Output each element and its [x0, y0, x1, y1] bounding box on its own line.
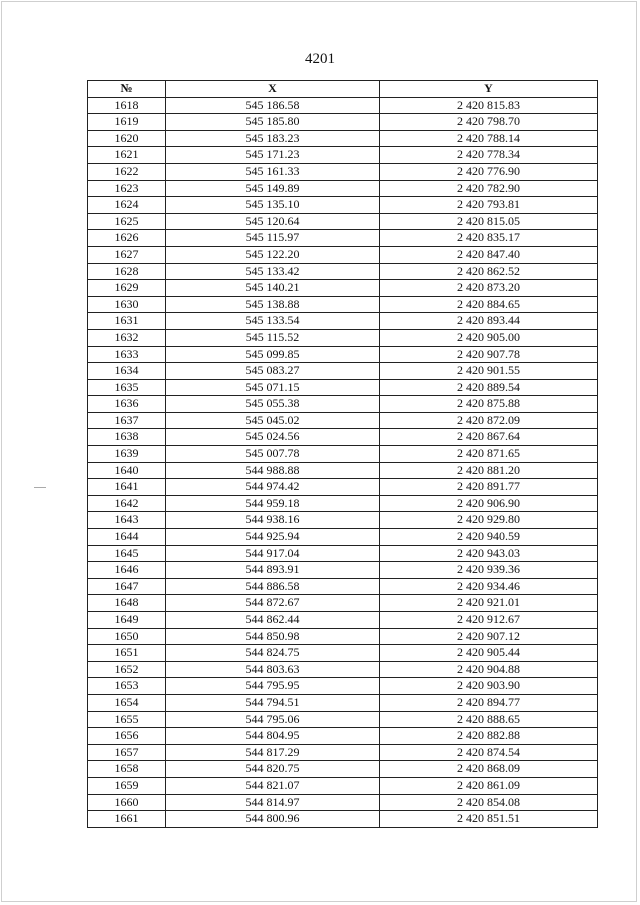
- table-header-row: [88, 81, 598, 98]
- table-body: [88, 97, 598, 827]
- table-row: [88, 263, 598, 280]
- y-coordinate-cell: 2 420 854.08: [380, 794, 598, 811]
- table-row: [88, 578, 598, 595]
- y-coordinate-cell: 2 420 888.65: [380, 711, 598, 728]
- x-coordinate-cell: 545 071.15: [166, 379, 380, 396]
- point-number-cell: 1637: [88, 412, 166, 429]
- x-coordinate-cell: 544 817.29: [166, 744, 380, 761]
- x-coordinate-cell: 544 795.06: [166, 711, 380, 728]
- x-coordinate-cell: 545 135.10: [166, 197, 380, 214]
- table-row: [88, 794, 598, 811]
- y-coordinate-cell: 2 420 907.12: [380, 628, 598, 645]
- point-number-cell: 1618: [88, 97, 166, 114]
- x-coordinate-cell: 544 917.04: [166, 545, 380, 562]
- point-number-cell: 1633: [88, 346, 166, 363]
- table-row: [88, 197, 598, 214]
- point-number-cell: 1621: [88, 147, 166, 164]
- table-row: [88, 329, 598, 346]
- y-coordinate-cell: 2 420 921.01: [380, 595, 598, 612]
- table-row: [88, 595, 598, 612]
- point-number-cell: 1638: [88, 429, 166, 446]
- y-coordinate-cell: 2 420 778.34: [380, 147, 598, 164]
- point-number-cell: 1622: [88, 163, 166, 180]
- table-row: [88, 744, 598, 761]
- y-coordinate-cell: 2 420 862.52: [380, 263, 598, 280]
- point-number-cell: 1641: [88, 479, 166, 496]
- table-row: [88, 97, 598, 114]
- table-row: [88, 612, 598, 629]
- point-number-cell: 1626: [88, 230, 166, 247]
- point-number-cell: 1620: [88, 130, 166, 147]
- point-number-cell: 1645: [88, 545, 166, 562]
- y-coordinate-cell: 2 420 939.36: [380, 562, 598, 579]
- y-coordinate-cell: 2 420 881.20: [380, 462, 598, 479]
- x-coordinate-cell: 545 115.52: [166, 329, 380, 346]
- point-number-cell: 1649: [88, 612, 166, 629]
- point-number-cell: 1624: [88, 197, 166, 214]
- point-number-cell: 1647: [88, 578, 166, 595]
- y-coordinate-cell: 2 420 934.46: [380, 578, 598, 595]
- point-number-cell: 1658: [88, 761, 166, 778]
- y-coordinate-cell: 2 420 875.88: [380, 396, 598, 413]
- x-coordinate-cell: 545 133.42: [166, 263, 380, 280]
- table-row: [88, 645, 598, 662]
- x-coordinate-cell: 544 959.18: [166, 495, 380, 512]
- y-coordinate-cell: 2 420 903.90: [380, 678, 598, 695]
- table-row: [88, 296, 598, 313]
- y-coordinate-cell: 2 420 851.51: [380, 811, 598, 828]
- table-row: [88, 379, 598, 396]
- table-row: [88, 446, 598, 463]
- y-coordinate-cell: 2 420 905.00: [380, 329, 598, 346]
- point-number-cell: 1646: [88, 562, 166, 579]
- table-row: [88, 396, 598, 413]
- x-coordinate-cell: 544 974.42: [166, 479, 380, 496]
- y-coordinate-cell: 2 420 872.09: [380, 412, 598, 429]
- x-coordinate-cell: 544 925.94: [166, 529, 380, 546]
- x-coordinate-cell: 544 988.88: [166, 462, 380, 479]
- x-coordinate-cell: 544 803.63: [166, 661, 380, 678]
- x-coordinate-cell: 545 099.85: [166, 346, 380, 363]
- y-coordinate-cell: 2 420 782.90: [380, 180, 598, 197]
- x-coordinate-cell: 545 120.64: [166, 213, 380, 230]
- header-number: №: [88, 81, 166, 98]
- x-coordinate-cell: 544 886.58: [166, 578, 380, 595]
- margin-mark: [34, 487, 46, 488]
- table-row: [88, 363, 598, 380]
- y-coordinate-cell: 2 420 904.88: [380, 661, 598, 678]
- x-coordinate-cell: 544 804.95: [166, 728, 380, 745]
- point-number-cell: 1631: [88, 313, 166, 330]
- point-number-cell: 1634: [88, 363, 166, 380]
- table-row: [88, 230, 598, 247]
- y-coordinate-cell: 2 420 943.03: [380, 545, 598, 562]
- y-coordinate-cell: 2 420 867.64: [380, 429, 598, 446]
- point-number-cell: 1628: [88, 263, 166, 280]
- table-row: [88, 114, 598, 131]
- point-number-cell: 1644: [88, 529, 166, 546]
- y-coordinate-cell: 2 420 884.65: [380, 296, 598, 313]
- header-y: Y: [380, 81, 598, 98]
- x-coordinate-cell: 545 183.23: [166, 130, 380, 147]
- y-coordinate-cell: 2 420 847.40: [380, 246, 598, 263]
- y-coordinate-cell: 2 420 815.05: [380, 213, 598, 230]
- x-coordinate-cell: 544 814.97: [166, 794, 380, 811]
- x-coordinate-cell: 544 800.96: [166, 811, 380, 828]
- table-row: [88, 678, 598, 695]
- y-coordinate-cell: 2 420 905.44: [380, 645, 598, 662]
- coordinates-table: [87, 80, 598, 828]
- point-number-cell: 1635: [88, 379, 166, 396]
- y-coordinate-cell: 2 420 873.20: [380, 280, 598, 297]
- y-coordinate-cell: 2 420 868.09: [380, 761, 598, 778]
- y-coordinate-cell: 2 420 835.17: [380, 230, 598, 247]
- table-row: [88, 694, 598, 711]
- point-number-cell: 1660: [88, 794, 166, 811]
- x-coordinate-cell: 545 083.27: [166, 363, 380, 380]
- x-coordinate-cell: 545 161.33: [166, 163, 380, 180]
- table-row: [88, 811, 598, 828]
- y-coordinate-cell: 2 420 891.77: [380, 479, 598, 496]
- table-row: [88, 346, 598, 363]
- header-x: X: [166, 81, 380, 98]
- y-coordinate-cell: 2 420 874.54: [380, 744, 598, 761]
- y-coordinate-cell: 2 420 793.81: [380, 197, 598, 214]
- y-coordinate-cell: 2 420 889.54: [380, 379, 598, 396]
- table-row: [88, 246, 598, 263]
- point-number-cell: 1648: [88, 595, 166, 612]
- y-coordinate-cell: 2 420 901.55: [380, 363, 598, 380]
- y-coordinate-cell: 2 420 815.83: [380, 97, 598, 114]
- x-coordinate-cell: 544 938.16: [166, 512, 380, 529]
- point-number-cell: 1639: [88, 446, 166, 463]
- x-coordinate-cell: 545 024.56: [166, 429, 380, 446]
- table-row: [88, 462, 598, 479]
- point-number-cell: 1659: [88, 777, 166, 794]
- table-row: [88, 180, 598, 197]
- y-coordinate-cell: 2 420 776.90: [380, 163, 598, 180]
- x-coordinate-cell: 544 820.75: [166, 761, 380, 778]
- x-coordinate-cell: 545 185.80: [166, 114, 380, 131]
- table-row: [88, 495, 598, 512]
- point-number-cell: 1627: [88, 246, 166, 263]
- table-row: [88, 213, 598, 230]
- point-number-cell: 1661: [88, 811, 166, 828]
- y-coordinate-cell: 2 420 940.59: [380, 529, 598, 546]
- point-number-cell: 1630: [88, 296, 166, 313]
- x-coordinate-cell: 545 045.02: [166, 412, 380, 429]
- x-coordinate-cell: 544 862.44: [166, 612, 380, 629]
- y-coordinate-cell: 2 420 893.44: [380, 313, 598, 330]
- point-number-cell: 1629: [88, 280, 166, 297]
- point-number-cell: 1656: [88, 728, 166, 745]
- x-coordinate-cell: 545 055.38: [166, 396, 380, 413]
- table-row: [88, 280, 598, 297]
- table-row: [88, 628, 598, 645]
- y-coordinate-cell: 2 420 912.67: [380, 612, 598, 629]
- x-coordinate-cell: 544 794.51: [166, 694, 380, 711]
- table-row: [88, 661, 598, 678]
- point-number-cell: 1640: [88, 462, 166, 479]
- point-number-cell: 1650: [88, 628, 166, 645]
- table-row: [88, 429, 598, 446]
- table-row: [88, 545, 598, 562]
- y-coordinate-cell: 2 420 894.77: [380, 694, 598, 711]
- point-number-cell: 1623: [88, 180, 166, 197]
- table-row: [88, 147, 598, 164]
- table-row: [88, 777, 598, 794]
- point-number-cell: 1651: [88, 645, 166, 662]
- y-coordinate-cell: 2 420 861.09: [380, 777, 598, 794]
- y-coordinate-cell: 2 420 906.90: [380, 495, 598, 512]
- point-number-cell: 1636: [88, 396, 166, 413]
- table-row: [88, 761, 598, 778]
- x-coordinate-cell: 545 186.58: [166, 97, 380, 114]
- y-coordinate-cell: 2 420 882.88: [380, 728, 598, 745]
- x-coordinate-cell: 545 007.78: [166, 446, 380, 463]
- x-coordinate-cell: 544 850.98: [166, 628, 380, 645]
- y-coordinate-cell: 2 420 798.70: [380, 114, 598, 131]
- point-number-cell: 1657: [88, 744, 166, 761]
- point-number-cell: 1625: [88, 213, 166, 230]
- table-row: [88, 711, 598, 728]
- point-number-cell: 1655: [88, 711, 166, 728]
- table-row: [88, 163, 598, 180]
- x-coordinate-cell: 545 133.54: [166, 313, 380, 330]
- table-row: [88, 562, 598, 579]
- table-row: [88, 529, 598, 546]
- x-coordinate-cell: 545 149.89: [166, 180, 380, 197]
- page-number: 4201: [305, 51, 335, 67]
- y-coordinate-cell: 2 420 929.80: [380, 512, 598, 529]
- x-coordinate-cell: 544 795.95: [166, 678, 380, 695]
- table-row: [88, 313, 598, 330]
- x-coordinate-cell: 544 824.75: [166, 645, 380, 662]
- x-coordinate-cell: 544 872.67: [166, 595, 380, 612]
- table-row: [88, 479, 598, 496]
- table-row: [88, 412, 598, 429]
- x-coordinate-cell: 544 821.07: [166, 777, 380, 794]
- point-number-cell: 1653: [88, 678, 166, 695]
- x-coordinate-cell: 545 138.88: [166, 296, 380, 313]
- x-coordinate-cell: 545 171.23: [166, 147, 380, 164]
- table-row: [88, 512, 598, 529]
- table-row: [88, 130, 598, 147]
- table-row: [88, 728, 598, 745]
- y-coordinate-cell: 2 420 871.65: [380, 446, 598, 463]
- point-number-cell: 1619: [88, 114, 166, 131]
- point-number-cell: 1642: [88, 495, 166, 512]
- y-coordinate-cell: 2 420 788.14: [380, 130, 598, 147]
- x-coordinate-cell: 545 115.97: [166, 230, 380, 247]
- y-coordinate-cell: 2 420 907.78: [380, 346, 598, 363]
- point-number-cell: 1652: [88, 661, 166, 678]
- x-coordinate-cell: 545 122.20: [166, 246, 380, 263]
- point-number-cell: 1654: [88, 694, 166, 711]
- point-number-cell: 1643: [88, 512, 166, 529]
- x-coordinate-cell: 545 140.21: [166, 280, 380, 297]
- x-coordinate-cell: 544 893.91: [166, 562, 380, 579]
- point-number-cell: 1632: [88, 329, 166, 346]
